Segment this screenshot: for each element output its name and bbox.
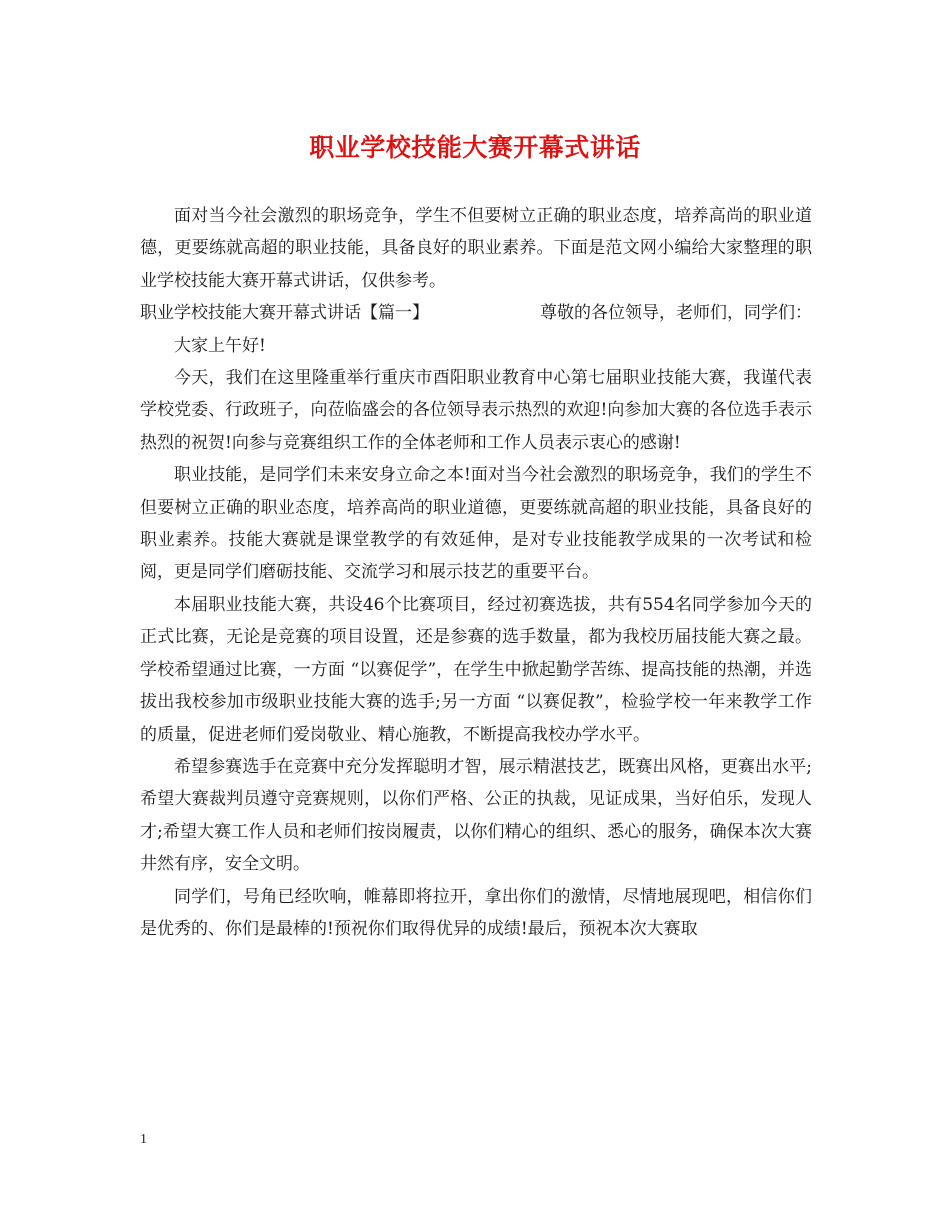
body-paragraph-4: 希望参赛选手在竞赛中充分发挥聪明才智，展示精湛技艺，既赛出风格，更赛出水平;希望大赛裁判员遵守竞赛规则，以你们严格、公正的执裁，见证成果，当好伯乐，发现人才;希望大赛工作人员和老师们按岗履责，以你们精心的组织、悉心的服务，确保本次大赛井然有序，安全文明。 [140, 756, 812, 875]
intro-paragraph: 面对当今社会激烈的职场竞争，学生不但要树立正确的职业态度，培养高尚的职业道德，更要练就高超的职业技能，具备良好的职业素养。下面是范文网小编给大家整理的职业学校技能大赛开幕式讲话，仅供参考。 [140, 206, 812, 291]
body-paragraph-2: 职业技能，是同学们未来安身立命之本!面对当今社会激烈的职场竞争，我们的学生不但要树立正确的职业态度，培养高尚的职业道德，更要练就高超的职业技能，具备良好的职业素养。技能大赛就是课堂教学的有效延伸，是对专业技能教学成果的一次考试和检阅，更是同学们磨砺技能、交流学习和展示技艺的重要平台。 [140, 465, 812, 583]
page-number: 1 [140, 1132, 147, 1147]
document-title: 职业学校技能大赛开幕式讲话 [309, 133, 641, 162]
section-heading-line [140, 297, 812, 329]
body-paragraph-5: 同学们，号角已经吹响，帷幕即将拉开，拿出你们的激情，尽情地展现吧，相信你们是优秀的、你们是最棒的!预祝你们取得优异的成绩!最后，预祝本次大赛取 [140, 886, 812, 939]
body-paragraph-1: 今天，我们在这里隆重举行重庆市酉阳职业教育中心第七届职业技能大赛，我谨代表学校党委、行政班子，向莅临盛会的各位领导表示热烈的欢迎!向参加大赛的各位选手表示热烈的祝贺!向参与竞赛组织工作的全体老师和工作人员表示衷心的感谢! [140, 368, 812, 453]
section-heading: 职业学校技能大赛开幕式讲话【篇一】 [140, 303, 429, 324]
greeting-paragraph: 大家上午好! [174, 335, 266, 356]
salutation: 尊敬的各位领导，老师们，同学们： [540, 303, 812, 324]
document-body [140, 200, 812, 945]
body-paragraph-3: 本届职业技能大赛，共设46个比赛项目，经过初赛选拔，共有554名同学参加今天的正式比赛，无论是竞赛的项目设置，还是参赛的选手数量，都为我校历届技能大赛之最。学校希望通过比赛，一方面 “以赛促学”，在学生中掀起勤学苦练、提高技能的热潮，并选拔出我校参加市级职业技能大赛的选手;另一方面 “以赛促教”，检验学校一年来教学工作的质量，促进老师们爱岗敬业、精心施教，不断提高我校办学水平。 [140, 594, 812, 745]
